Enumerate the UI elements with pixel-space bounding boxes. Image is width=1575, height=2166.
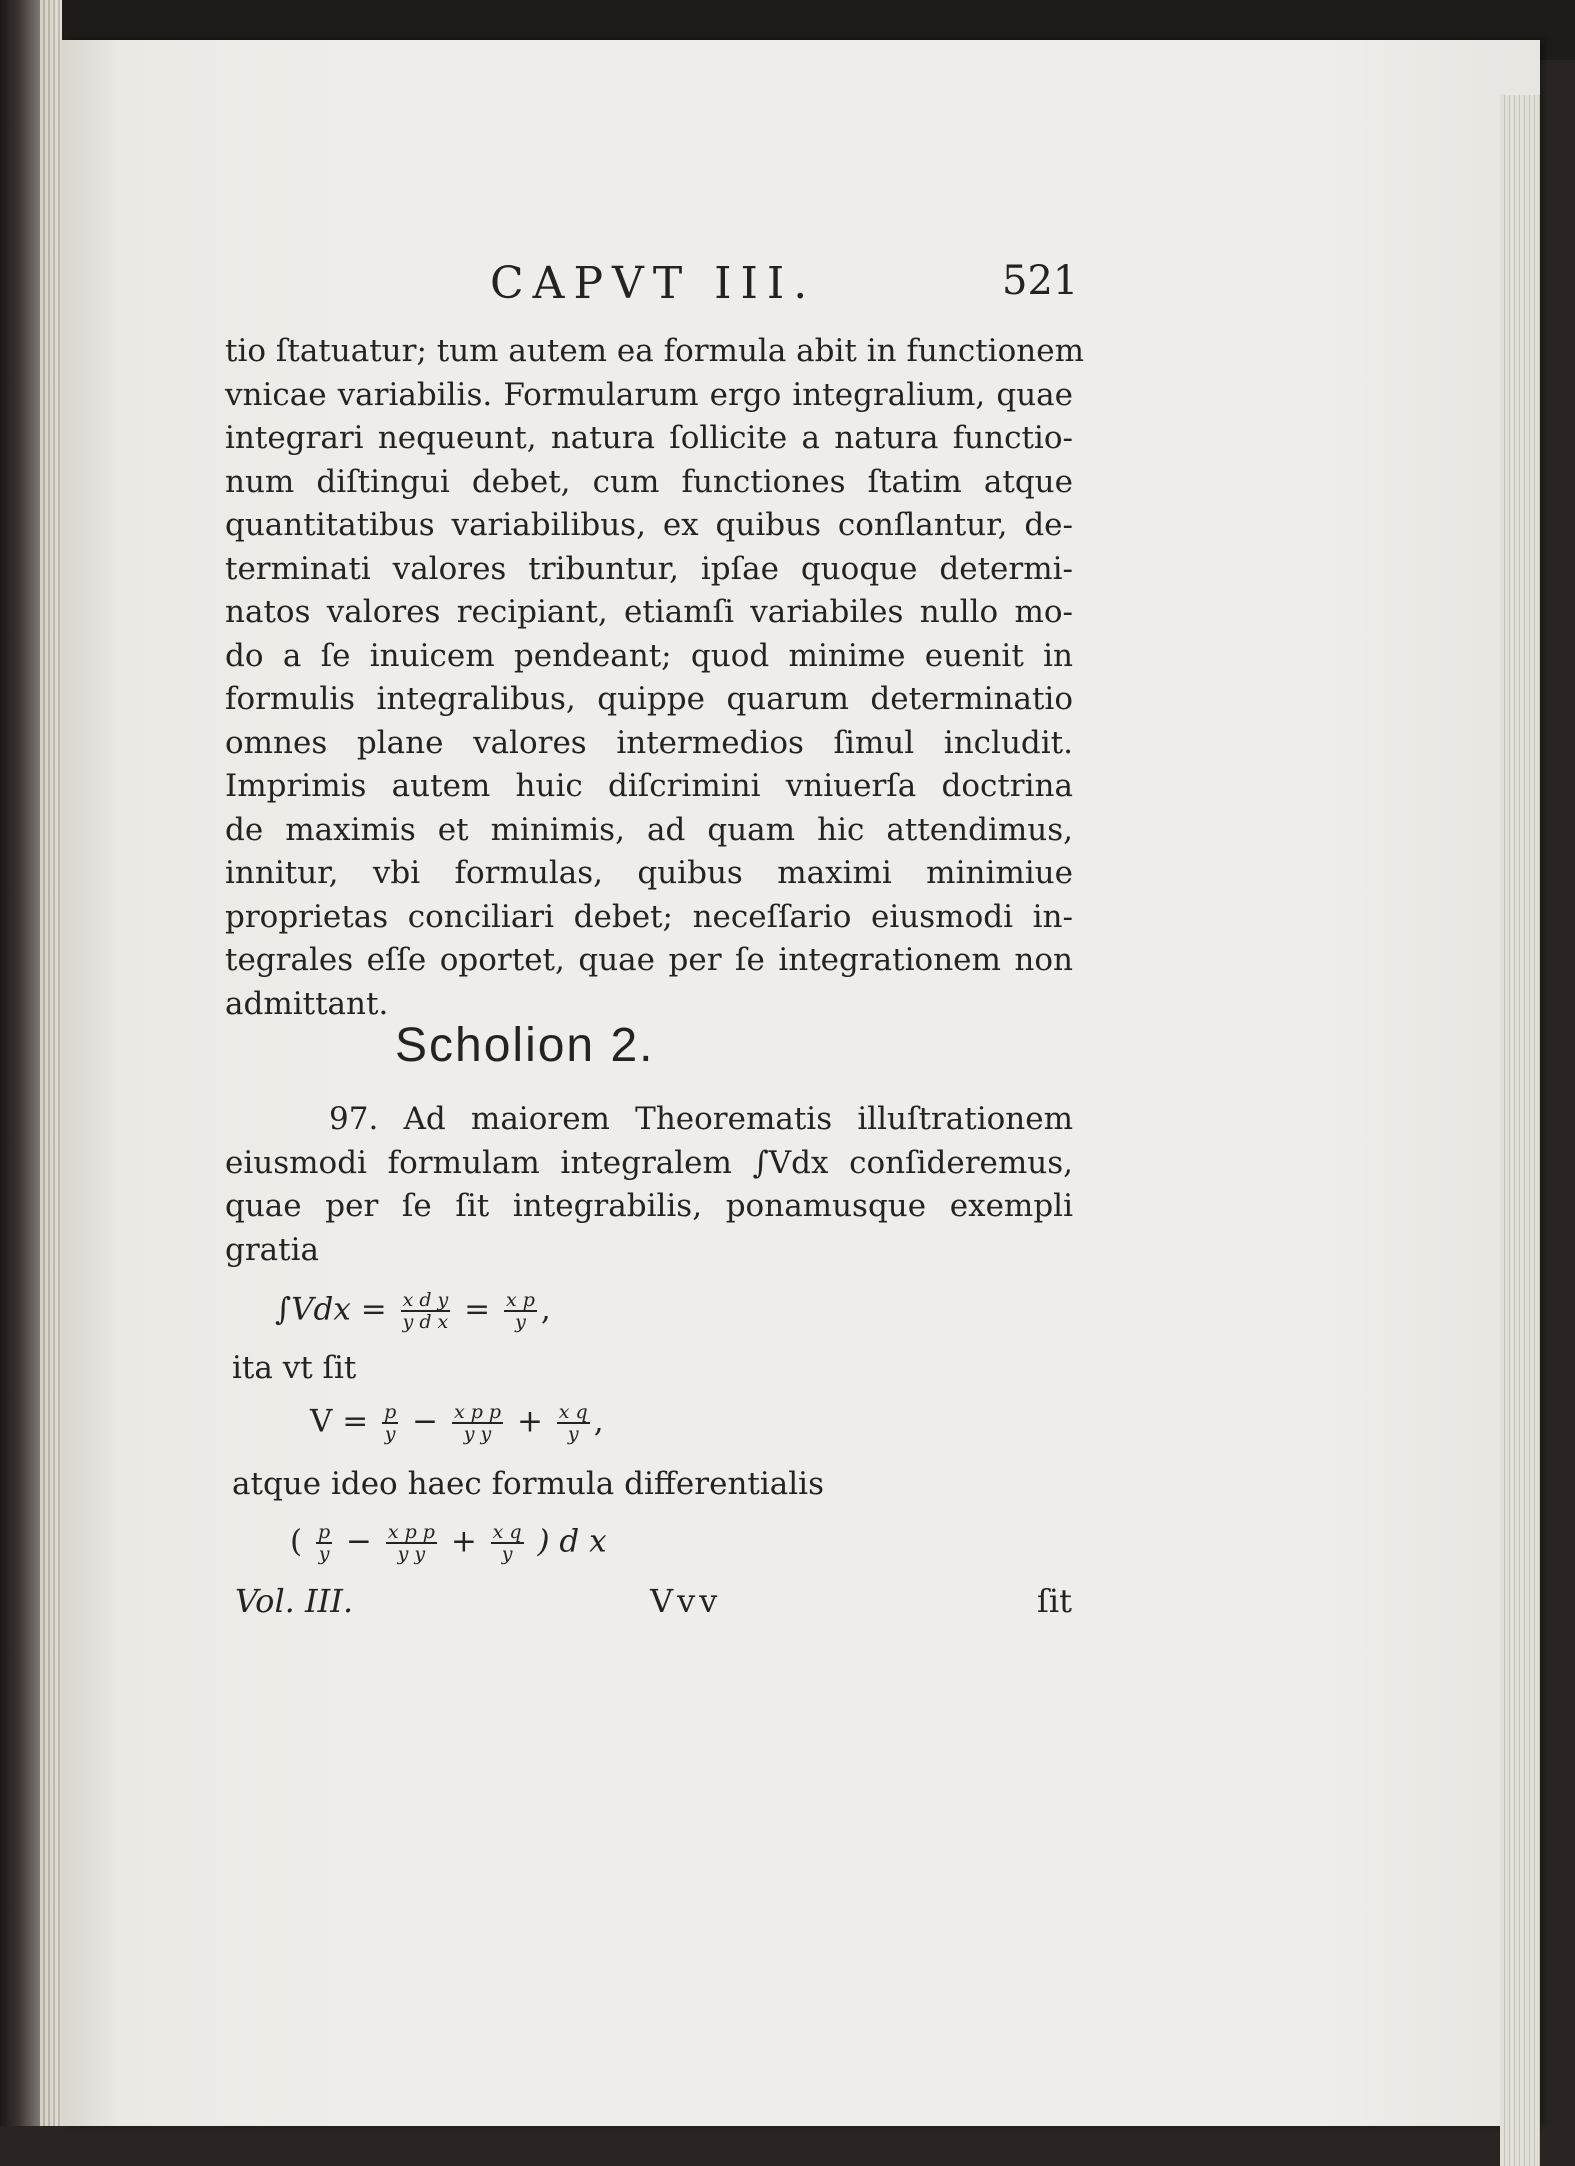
equation-3: ( $\frac{p}{y}$ − $\frac{\text{x p p}}{\text{y y}}$ + $\frac{\text{x q}}{y}$ ) d x	[290, 1521, 607, 1565]
fraction: $\frac{\text{x q}}{y}$	[558, 1401, 588, 1445]
catchword: ſit	[1037, 1582, 1072, 1620]
text-line: gratia	[225, 1231, 319, 1268]
fraction: $\frac{\text{x p p}}{\text{y y}}$	[387, 1521, 435, 1565]
text-line: vnicae variabilis. Formularum ergo integralium, quae	[225, 376, 1073, 413]
running-head	[0, 258, 1575, 318]
text-line: atque ideo haec formula differentialis	[232, 1466, 824, 1502]
text-line: Imprimis autem huic diſcrimini vniuerſa doctrina	[225, 768, 1073, 804]
eq-lhs: V =	[310, 1403, 369, 1440]
fraction: $\frac{\text{x d y}}{\text{y d x}}$	[402, 1289, 449, 1333]
text-line: num diſtingui debet, cum functiones ſtatim atque	[225, 463, 1073, 500]
text-line: terminati valores tribuntur, ipſae quoque determi-	[225, 550, 1073, 587]
paragraph-continuation	[225, 330, 1084, 1026]
scholion-paragraph	[225, 1098, 1073, 1272]
text-line: eiusmodi formulam integralem ∫Vdx conſideremus,	[225, 1144, 1073, 1181]
text-line: admittant.	[225, 985, 389, 1022]
text-line: ita vt ſit	[232, 1350, 357, 1386]
text-line: tio ſtatuatur; tum autem ea formula abit in functionem	[225, 333, 1084, 369]
fraction: $\frac{p}{y}$	[317, 1521, 331, 1565]
fraction: $\frac{\text{x p}}{y}$	[505, 1289, 535, 1333]
running-head-title: CAPVT III.	[490, 258, 817, 309]
fraction: $\frac{\text{x q}}{y}$	[492, 1521, 522, 1565]
text-line: integrari nequeunt, natura ſollicite a natura functio-	[225, 420, 1073, 456]
volume-label: Vol. III.	[235, 1582, 354, 1620]
text-line: natos valores recipiant, etiamſi variabiles nullo mo-	[225, 594, 1073, 630]
text-line: quantitatibus variabilibus, ex quibus conſlantur, de-	[225, 507, 1073, 543]
text-line: do a ſe inuicem pendeant; quod minime euenit in	[225, 637, 1073, 674]
fraction: $\frac{p}{y}$	[384, 1401, 397, 1445]
eq-lhs: ∫Vdx =	[275, 1291, 387, 1328]
equation-2: V = $\frac{p}{y}$ − $\frac{\text{x p p}}{\text{y y}}$ + $\frac{\text{x q}}{y}$ ,	[310, 1401, 604, 1445]
page-fore-edge	[1500, 95, 1540, 2166]
text-line: innitur, vbi formulas, quibus maximi minimiue	[225, 855, 1073, 891]
page-number: 521	[1002, 258, 1079, 304]
text-line: 97. Ad maiorem Theorematis illuſtrationem	[329, 1101, 1073, 1137]
section-heading: Scholion 2.	[395, 1019, 655, 1072]
text-line: formulis integralibus, quippe quarum determinatio	[225, 681, 1073, 717]
text-line: tegrales eſſe oportet, quae per ſe integrationem non	[225, 942, 1073, 978]
fraction: $\frac{\text{x p p}}{\text{y y}}$	[453, 1401, 502, 1445]
equation-1: ∫Vdx = $\frac{\text{x d y}}{\text{y d x}}$ = $\frac{\text{x p}}{y}$ ,	[275, 1289, 551, 1333]
eq-sign: =	[464, 1291, 491, 1328]
signature-mark: Vvv	[650, 1582, 722, 1620]
text-line: omnes plane valores intermedios ſimul includit.	[225, 724, 1073, 761]
text-line: proprietas conciliari debet; neceſſario eiusmodi in-	[225, 898, 1073, 935]
text-line: de maximis et minimis, ad quam hic attendimus,	[225, 811, 1073, 848]
text-line: quae per ſe ſit integrabilis, ponamusque exempli	[225, 1188, 1073, 1224]
